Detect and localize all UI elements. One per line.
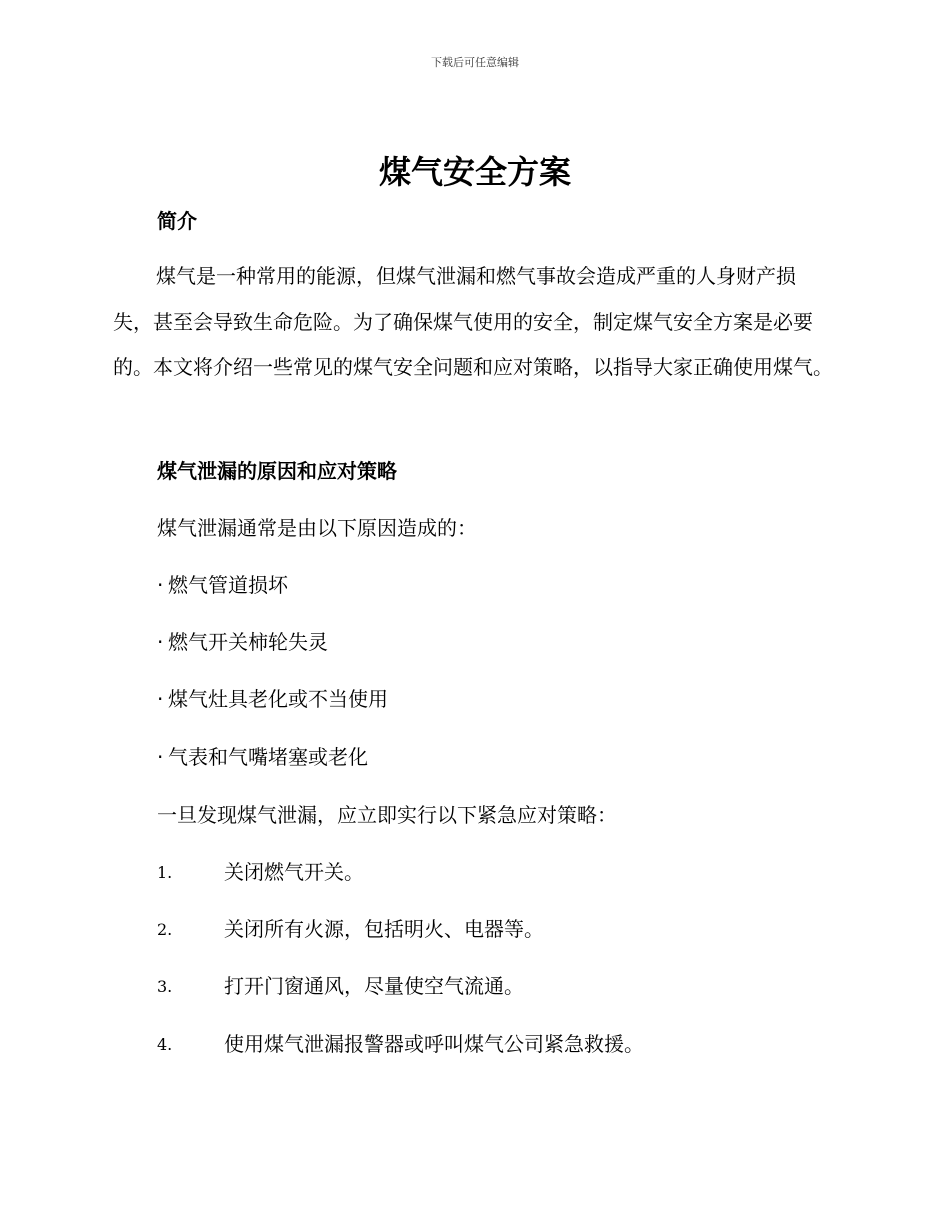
intro-paragraph: 煤气是一种常用的能源，但煤气泄漏和燃气事故会造成严重的人身财产损失，甚至会导致生命危险。为了确保煤气使用的安全，制定煤气安全方案是必要的。本文将介绍一些常见的煤气安全问题和应对策略，以指导大家正确使用煤气。 [113,264,833,379]
cause-text: 煤气灶具老化或不当使用 [168,687,388,711]
step-number: 1. [157,863,173,882]
bullet-dot: · [157,687,164,711]
step-text: 关闭燃气开关。 [224,860,364,884]
cause-item [157,685,388,713]
cause-item [157,743,368,771]
cause-text: 气表和气嘴堵塞或老化 [168,745,368,769]
response-intro: 一旦发现煤气泄漏，应立即实行以下紧急应对策略： [157,803,617,827]
cause-item [157,628,328,656]
step-number: 3. [157,977,173,996]
step-number: 4. [157,1035,173,1054]
cause-text: 燃气管道损坏 [168,573,288,597]
bullet-dot: · [157,573,164,597]
bullet-dot: · [157,630,164,654]
step-text: 打开门窗通风，尽量使空气流通。 [224,974,524,998]
step-text: 关闭所有火源，包括明火、电器等。 [224,917,544,941]
causes-intro: 煤气泄漏通常是由以下原因造成的： [157,516,477,540]
leak-heading: 煤气泄漏的原因和应对策略 [157,459,397,483]
document-title: 煤气安全方案 [378,153,571,191]
step-number: 2. [157,920,173,939]
cause-text: 燃气开关柿轮失灵 [168,630,328,654]
step-text: 使用煤气泄漏报警器或呼叫煤气公司紧急救援。 [224,1032,644,1056]
cause-item [157,571,288,599]
header-note: 下载后可任意编辑 [431,56,519,69]
intro-heading: 简介 [157,209,197,233]
bullet-dot: · [157,745,164,769]
